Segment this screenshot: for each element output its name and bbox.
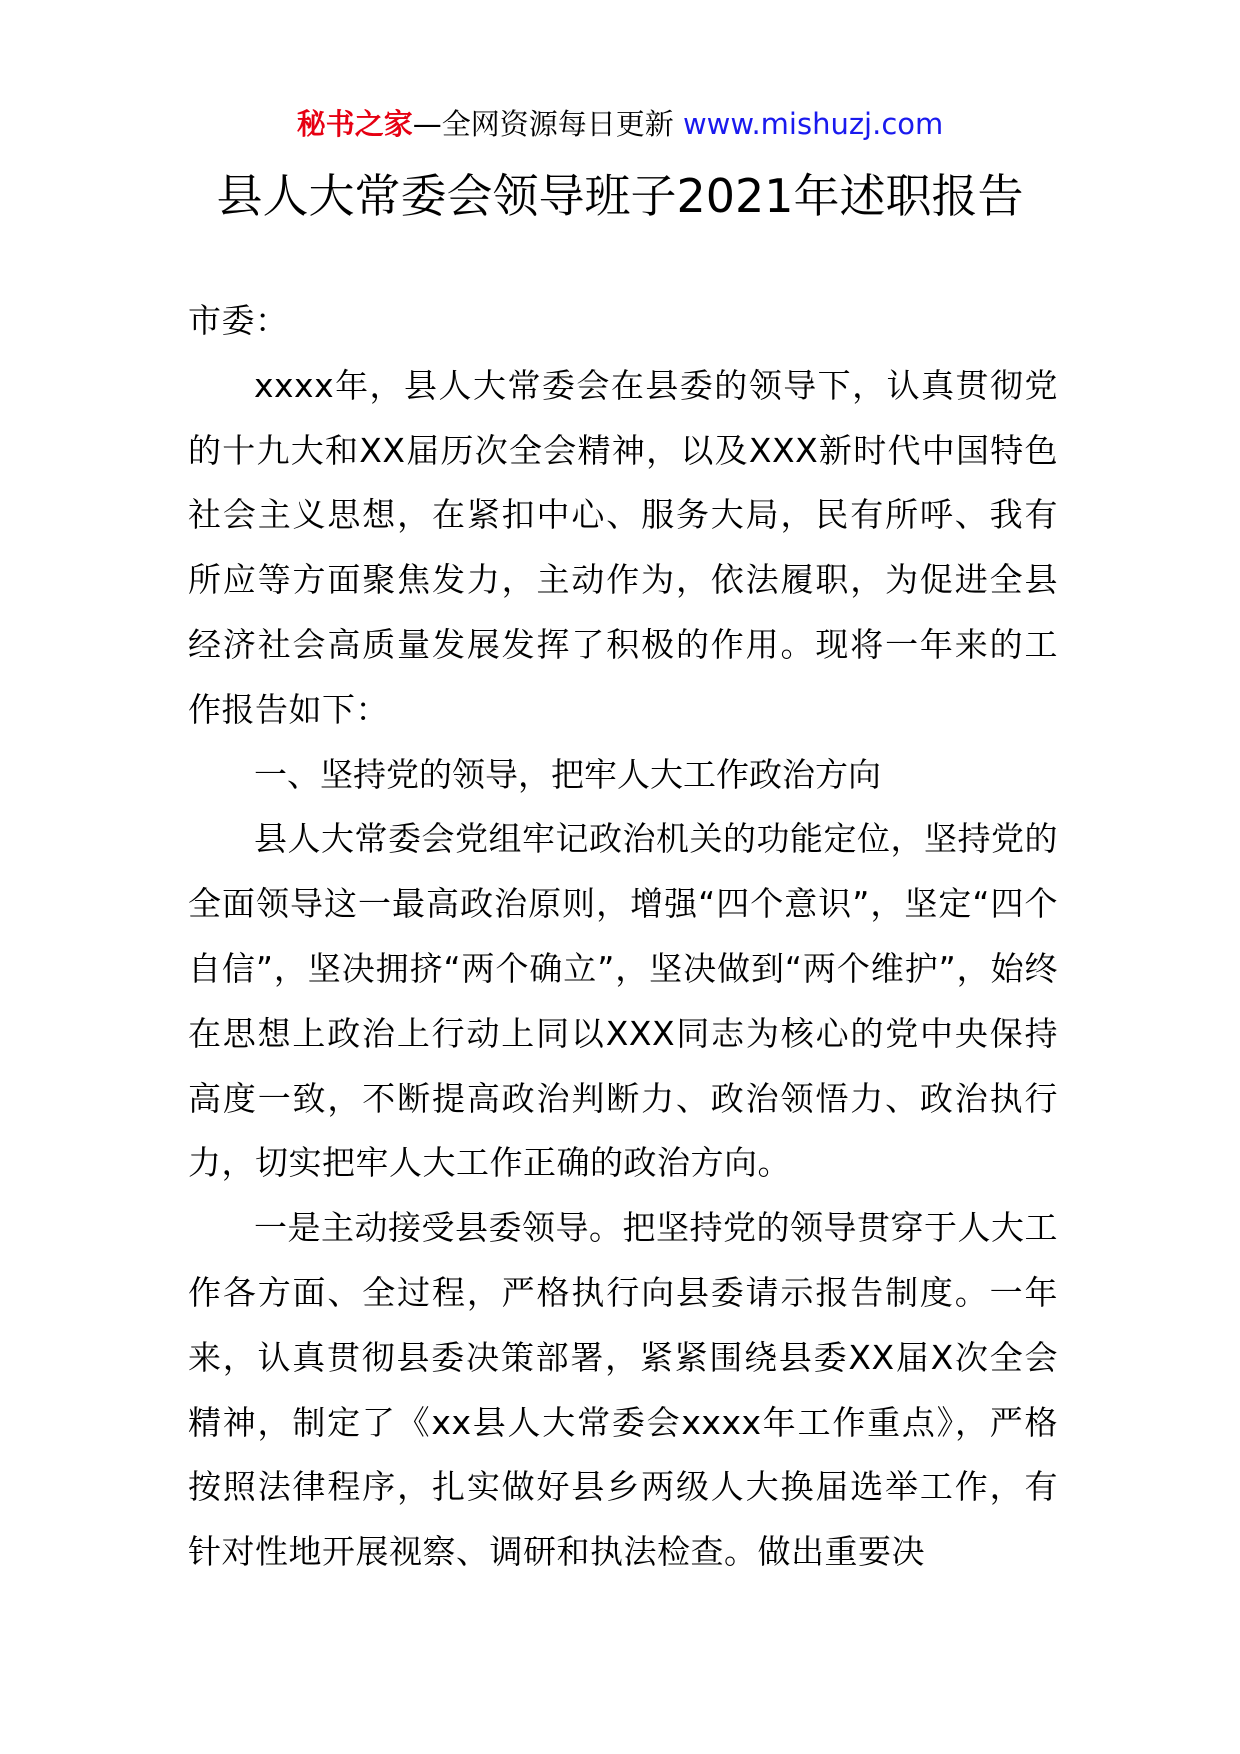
paragraph-section-2: 一是主动接受县委领导。把坚持党的领导贯穿于人大工作各方面、全过程，严格执行向县委请示报告制度。一年来，认真贯彻县委决策部署，紧紧围绕县委XX届X次全会精神，制定了《xx县人大常委会xxxx年工作重点》，严格按照法律程序，扎实做好县乡两级人大换届选举工作，有针对性地开展视察、调研和执法检查。做出重要决: [188, 1208, 1058, 1572]
document-title: 县人大常委会领导班子2021年述职报告: [216, 169, 1024, 223]
header-slogan: —全网资源每日更新: [412, 107, 674, 141]
brand-name: 秘书之家: [296, 107, 413, 141]
paragraph-intro: xxxx年，县人大常委会在县委的领导下，认真贯彻党的十九大和XX届历次全会精神，以及XXX新时代中国特色社会主义思想，在紧扣中心、服务大局，民有所呼、我有所应等方面聚焦发力，主动作为，依法履职，为促进全县经济社会高质量发展发挥了积极的作用。现将一年来的工作报告如下：: [188, 365, 1058, 729]
salutation: 市委：: [188, 301, 289, 340]
paragraph-section-1: 县人大常委会党组牢记政治机关的功能定位，坚持党的全面领导这一最高政治原则，增强“四个意识”，坚定“四个自信”，坚决拥挤“两个确立”，坚决做到“两个维护”，始终在思想上政治上行动上同以XXX同志为核心的党中央保持高度一致，不断提高政治判断力、政治领悟力、政治执行力，切实把牢人大工作正确的政治方向。: [188, 819, 1058, 1183]
site-header: [0, 104, 1240, 144]
section-heading: 一、坚持党的领导，把牢人大工作政治方向: [254, 754, 881, 794]
website-link[interactable]: www.mishuzj.com: [682, 107, 944, 141]
document-body: [188, 289, 1058, 1585]
